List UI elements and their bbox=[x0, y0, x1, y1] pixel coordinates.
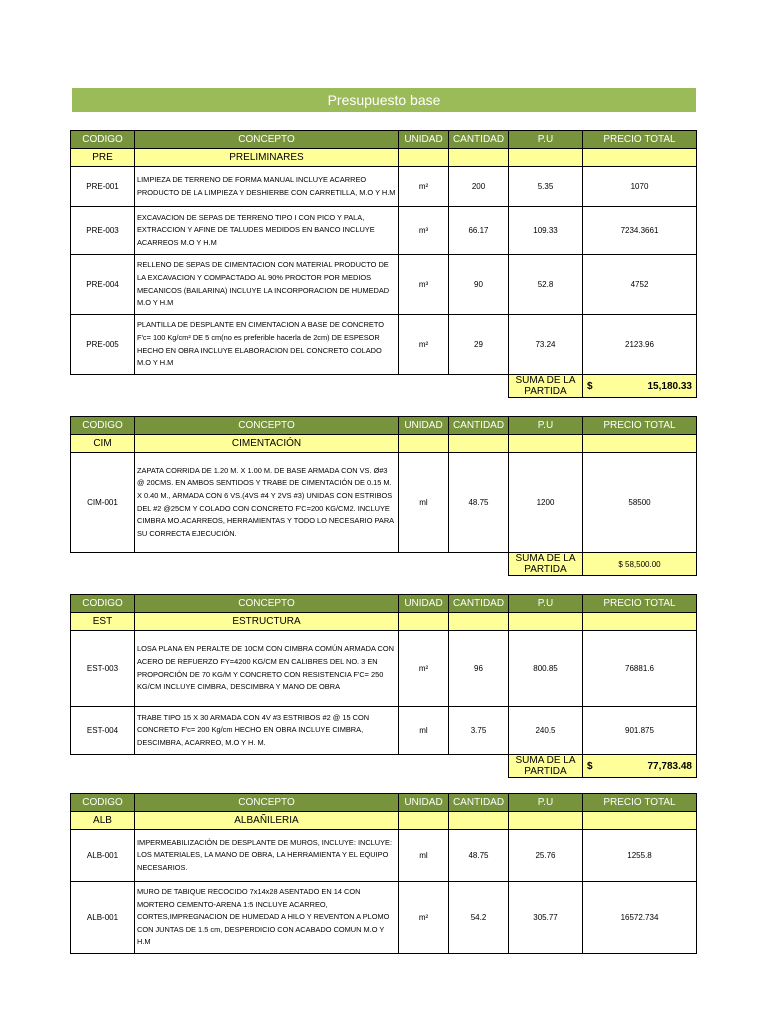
table-header-row bbox=[71, 595, 697, 613]
category-row bbox=[71, 435, 697, 453]
page-title: Presupuesto base bbox=[72, 88, 696, 112]
item-unit-price: 109.33 bbox=[509, 207, 583, 255]
item-description: LIMPIEZA DE TERRENO DE FORMA MANUAL INCLUYE ACARREO PRODUCTO DE LA LIMPIEZA Y DESHIERBE CON CARRETILLA, M.O Y H.M bbox=[135, 167, 399, 207]
category-name: ESTRUCTURA bbox=[135, 613, 399, 631]
category-code: PRE bbox=[71, 149, 135, 167]
table-row bbox=[71, 315, 697, 375]
item-unit-price: 240.5 bbox=[509, 707, 583, 755]
budget-table-pre bbox=[70, 130, 697, 398]
sum-currency: $ bbox=[587, 380, 593, 392]
item-description: PLANTILLA DE DESPLANTE EN CIMENTACION A BASE DE CONCRETO F'c= 100 Kg/cm² DE 5 cm(no es preferible hacerla de 2cm) DE ESPESOR HECHO EN OBRA INCLUYE ELABORACION DEL CONCRETO COLADO M.O Y H.M bbox=[135, 315, 399, 375]
item-total: 901.875 bbox=[583, 707, 697, 755]
sum-amount: 15,180.33 bbox=[647, 380, 692, 392]
header-codigo: CODIGO bbox=[71, 595, 135, 613]
header-codigo: CODIGO bbox=[71, 794, 135, 812]
header-precio-total: PRECIO TOTAL bbox=[583, 417, 697, 435]
sum-label: SUMA DE LA PARTIDA bbox=[509, 375, 583, 398]
item-unit: m² bbox=[399, 631, 449, 707]
item-quantity: 48.75 bbox=[449, 453, 509, 553]
item-total: 4752 bbox=[583, 255, 697, 315]
table-row bbox=[71, 707, 697, 755]
item-description: ZAPATA CORRIDA DE 1.20 M. X 1.00 M. DE BASE ARMADA CON VS. Ø#3 @ 20CMS. EN AMBOS SENTIDOS Y TRABE DE CIMENTACIÓN DE 0.15 M. X 0.40 M., ARMADA CON 6 VS.(4VS #4 Y 2VS #3) UNIDAS CON ESTRIBOS DEL #2 @25CM Y COLADO CON CONCRETO F'C=200 KG/CM2. INCLUYE CIMBRA MO.ACARREOS, HERRAMIENTAS Y TODO LO NECESARIO PARA SU CORRECTA EJECUCIÓN. bbox=[135, 453, 399, 553]
item-code: CIM-001 bbox=[71, 453, 135, 553]
header-unidad: UNIDAD bbox=[399, 794, 449, 812]
item-code: EST-004 bbox=[71, 707, 135, 755]
item-unit: m² bbox=[399, 167, 449, 207]
header-precio-total: PRECIO TOTAL bbox=[583, 131, 697, 149]
item-quantity: 29 bbox=[449, 315, 509, 375]
item-code: PRE-005 bbox=[71, 315, 135, 375]
table-row bbox=[71, 882, 697, 954]
header-cantidad: CANTIDAD bbox=[449, 131, 509, 149]
header-pu: P.U bbox=[509, 595, 583, 613]
header-unidad: UNIDAD bbox=[399, 131, 449, 149]
item-code: ALB-001 bbox=[71, 882, 135, 954]
item-unit: ml bbox=[399, 453, 449, 553]
header-pu: P.U bbox=[509, 417, 583, 435]
item-unit: m³ bbox=[399, 255, 449, 315]
table-header-row bbox=[71, 794, 697, 812]
header-precio-total: PRECIO TOTAL bbox=[583, 595, 697, 613]
table-header-row bbox=[71, 131, 697, 149]
budget-table-est bbox=[70, 594, 697, 778]
table-row bbox=[71, 631, 697, 707]
item-code: PRE-004 bbox=[71, 255, 135, 315]
header-pu: P.U bbox=[509, 131, 583, 149]
item-total: 58500 bbox=[583, 453, 697, 553]
sum-currency: $ bbox=[587, 760, 593, 772]
header-unidad: UNIDAD bbox=[399, 595, 449, 613]
item-description: IMPERMEABILIZACIÓN DE DESPLANTE DE MUROS, INCLUYE: INCLUYE: LOS MATERIALES, LA MANO DE OBRA, LA HERRAMIENTA Y EL EQUIPO NECESARIOS. bbox=[135, 830, 399, 882]
sum-amount: 77,783.48 bbox=[647, 760, 692, 772]
item-code: PRE-001 bbox=[71, 167, 135, 207]
item-total: 1070 bbox=[583, 167, 697, 207]
item-quantity: 96 bbox=[449, 631, 509, 707]
table-row bbox=[71, 255, 697, 315]
section-sum-row bbox=[71, 375, 697, 398]
item-description: EXCAVACION DE SEPAS DE TERRENO TIPO I CON PICO Y PALA, EXTRACCION Y AFINE DE TALUDES MEDIDOS EN BANCO INCLUYE ACARREOS M.O Y H.M bbox=[135, 207, 399, 255]
item-description: RELLENO DE SEPAS DE CIMENTACION CON MATERIAL PRODUCTO DE LA EXCAVACION Y COMPACTADO AL 90% PROCTOR POR MEDIOS MECANICOS (BAILARINA) INCLUYE LA INCORPORACION DE HUMEDAD M.O Y H.M bbox=[135, 255, 399, 315]
budget-table-alb bbox=[70, 793, 697, 954]
header-unidad: UNIDAD bbox=[399, 417, 449, 435]
header-cantidad: CANTIDAD bbox=[449, 417, 509, 435]
header-concepto: CONCEPTO bbox=[135, 131, 399, 149]
item-quantity: 54.2 bbox=[449, 882, 509, 954]
item-total: 76881.6 bbox=[583, 631, 697, 707]
header-cantidad: CANTIDAD bbox=[449, 595, 509, 613]
item-unit-price: 1200 bbox=[509, 453, 583, 553]
sum-value bbox=[583, 375, 697, 398]
item-code: EST-003 bbox=[71, 631, 135, 707]
header-cantidad: CANTIDAD bbox=[449, 794, 509, 812]
item-unit-price: 5.35 bbox=[509, 167, 583, 207]
item-quantity: 90 bbox=[449, 255, 509, 315]
item-code: PRE-003 bbox=[71, 207, 135, 255]
item-unit-price: 800.85 bbox=[509, 631, 583, 707]
table-row bbox=[71, 207, 697, 255]
item-description: MURO DE TABIQUE RECOCIDO 7x14x28 ASENTADO EN 14 CON MORTERO CEMENTO-ARENA 1:5 INCLUYE ACARREO, CORTES,IMPREGNACION DE HUMEDAD A HILO Y REVENTON A PLOMO CON JUNTAS DE 1.5 cm, DESPERDICIO CON ACABADO COMUN M.O Y H.M bbox=[135, 882, 399, 954]
category-row bbox=[71, 812, 697, 830]
header-codigo: CODIGO bbox=[71, 131, 135, 149]
category-code: CIM bbox=[71, 435, 135, 453]
sum-amount: $ 58,500.00 bbox=[618, 559, 661, 569]
category-code: EST bbox=[71, 613, 135, 631]
header-codigo: CODIGO bbox=[71, 417, 135, 435]
sum-label: SUMA DE LA PARTIDA bbox=[509, 755, 583, 778]
category-row bbox=[71, 613, 697, 631]
item-unit-price: 305.77 bbox=[509, 882, 583, 954]
category-name: PRELIMINARES bbox=[135, 149, 399, 167]
sum-value bbox=[583, 553, 697, 576]
item-total: 2123.96 bbox=[583, 315, 697, 375]
category-name: ALBAÑILERIA bbox=[135, 812, 399, 830]
item-total: 1255.8 bbox=[583, 830, 697, 882]
item-total: 7234.3661 bbox=[583, 207, 697, 255]
category-row bbox=[71, 149, 697, 167]
item-quantity: 3.75 bbox=[449, 707, 509, 755]
section-sum-row bbox=[71, 553, 697, 576]
table-row bbox=[71, 167, 697, 207]
item-unit-price: 73.24 bbox=[509, 315, 583, 375]
sum-label: SUMA DE LA PARTIDA bbox=[509, 553, 583, 576]
item-unit: m² bbox=[399, 882, 449, 954]
item-quantity: 200 bbox=[449, 167, 509, 207]
header-pu: P.U bbox=[509, 794, 583, 812]
section-sum-row bbox=[71, 755, 697, 778]
item-unit: ml bbox=[399, 707, 449, 755]
header-concepto: CONCEPTO bbox=[135, 794, 399, 812]
item-description: TRABE TIPO 15 X 30 ARMADA CON 4V #3 ESTRIBOS #2 @ 15 CON CONCRETO F'c= 200 Kg/cm HECHO EN OBRA INCLUYE CIMBRA, DESCIMBRA, ACARREO, M.O Y H. M. bbox=[135, 707, 399, 755]
sum-value bbox=[583, 755, 697, 778]
item-quantity: 66.17 bbox=[449, 207, 509, 255]
category-code: ALB bbox=[71, 812, 135, 830]
budget-table-cim bbox=[70, 416, 697, 576]
item-description: LOSA PLANA EN PERALTE DE 10CM CON CIMBRA COMÚN ARMADA CON ACERO DE REFUERZO FY=4200 KG/CM EN CALIBRES DEL NO. 3 EN PROPORCIÓN DE 70 KG/M Y CONCRETO CON RESISTENCIA F'C= 250 KG/CM INCLUYE CIMBRA, DESCIMBRA Y MANO DE OBRA bbox=[135, 631, 399, 707]
table-header-row bbox=[71, 417, 697, 435]
table-row bbox=[71, 453, 697, 553]
item-unit: m³ bbox=[399, 207, 449, 255]
item-total: 16572.734 bbox=[583, 882, 697, 954]
item-quantity: 48.75 bbox=[449, 830, 509, 882]
header-precio-total: PRECIO TOTAL bbox=[583, 794, 697, 812]
item-unit-price: 25.76 bbox=[509, 830, 583, 882]
header-concepto: CONCEPTO bbox=[135, 595, 399, 613]
item-unit-price: 52.8 bbox=[509, 255, 583, 315]
header-concepto: CONCEPTO bbox=[135, 417, 399, 435]
item-code: ALB-001 bbox=[71, 830, 135, 882]
item-unit: m² bbox=[399, 315, 449, 375]
table-row bbox=[71, 830, 697, 882]
category-name: CIMENTACIÓN bbox=[135, 435, 399, 453]
item-unit: ml bbox=[399, 830, 449, 882]
